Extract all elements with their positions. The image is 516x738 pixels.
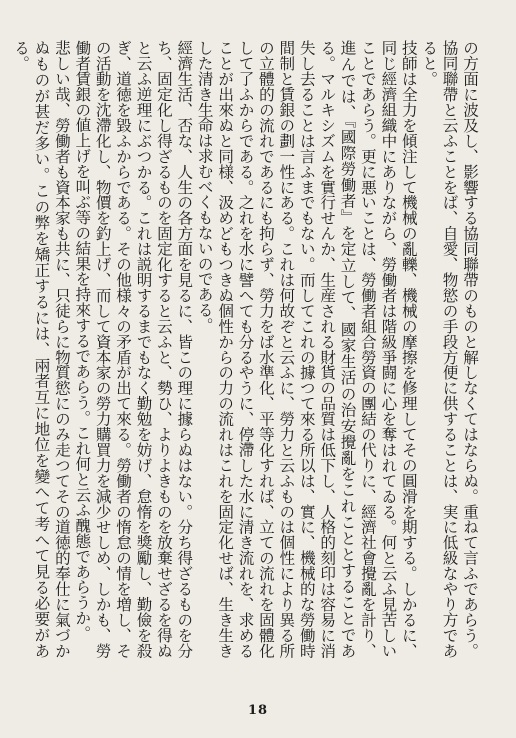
paragraph-4: 悲しい哉、勞働者も資本家も共に、只徒らに物質慾にのみ走つてその道徳的奉仕に氣づかぬものが甚だ多い。この弊を矯正するには、兩者互に地位を變へて考へて見る必要がある。 [12,40,71,658]
paragraph-1: の方面に波及し、影響する協同聯帶のものと解しなくてはならぬ。重ねて言ふであらう。協同聯帶と云ふことをば、自愛、物慾の手段方便に供することは、実に低級なやり方であると。 [420,40,479,658]
paragraph-2: 技師は全力を傾注して機械の亂轢、機械の摩擦を修理してその圓滑を期する。しかるに、同じ經濟組織中にありながら、勞働者は階級爭闘に心を奪はれてゐる。何と云ふ見苦しいことであらう。更に悪いことは、勞働者組合勞資の團結の代りに、經濟社會攪亂を計り、進んでは、『國際勞働者』を定立して、國家生活の治安攪亂をこれこととすることである。マルキシズムを實行せんか、生産される財貨の品質は低下し、人格的刻印は容易に消失し去ることは言ふまでもない。而してこれの據つて來る所以は、實に、機械的な勞働時間制と賃銀の劃一性にある。これは何故ぞと云ふに、勞力と云ふものは個性により異る所の立體的の流れであるにも拘らず、勞力をば水準化、平等化すれば、立ての流れを固體化して了ふからである。之れを水に譬へても分るやうに、停滯した水に清き流れを、求めることが出來ぬと同様、汲めどもつきぬ個性からの力の流れはこれを固定化せば、生き生きした清き生命は求むべくもないのである。 [195,40,418,658]
body-text [12,40,480,658]
page-number: 18 [247,703,269,718]
paragraph-3: 經濟生活、否な、人生の各方面を見るに、皆この理に據らぬはない。分ち得ざるものを分ち、固定化し得ざるものを固定化すると云ふと、勢ひ、よりよきものを放棄せざるを得ぬと云ふ逆理にぶつかる。これは説明するまでもなく勤勉を妨げ、怠惰を獎勵し、勤儉を殺ぎ、道徳を毀ふからである。その他様々の矛盾が出て來る。勞働者の惰怠の情を増し、その活動を沈滯化し、物價を釣上げ、而して資本家の勞力購買力を減少せしめ、しかも、勞働者賃銀の値上げを叫ぶ等の結果を持來するであらう。これ何と云ふ醜態であらうか。 [73,40,194,658]
